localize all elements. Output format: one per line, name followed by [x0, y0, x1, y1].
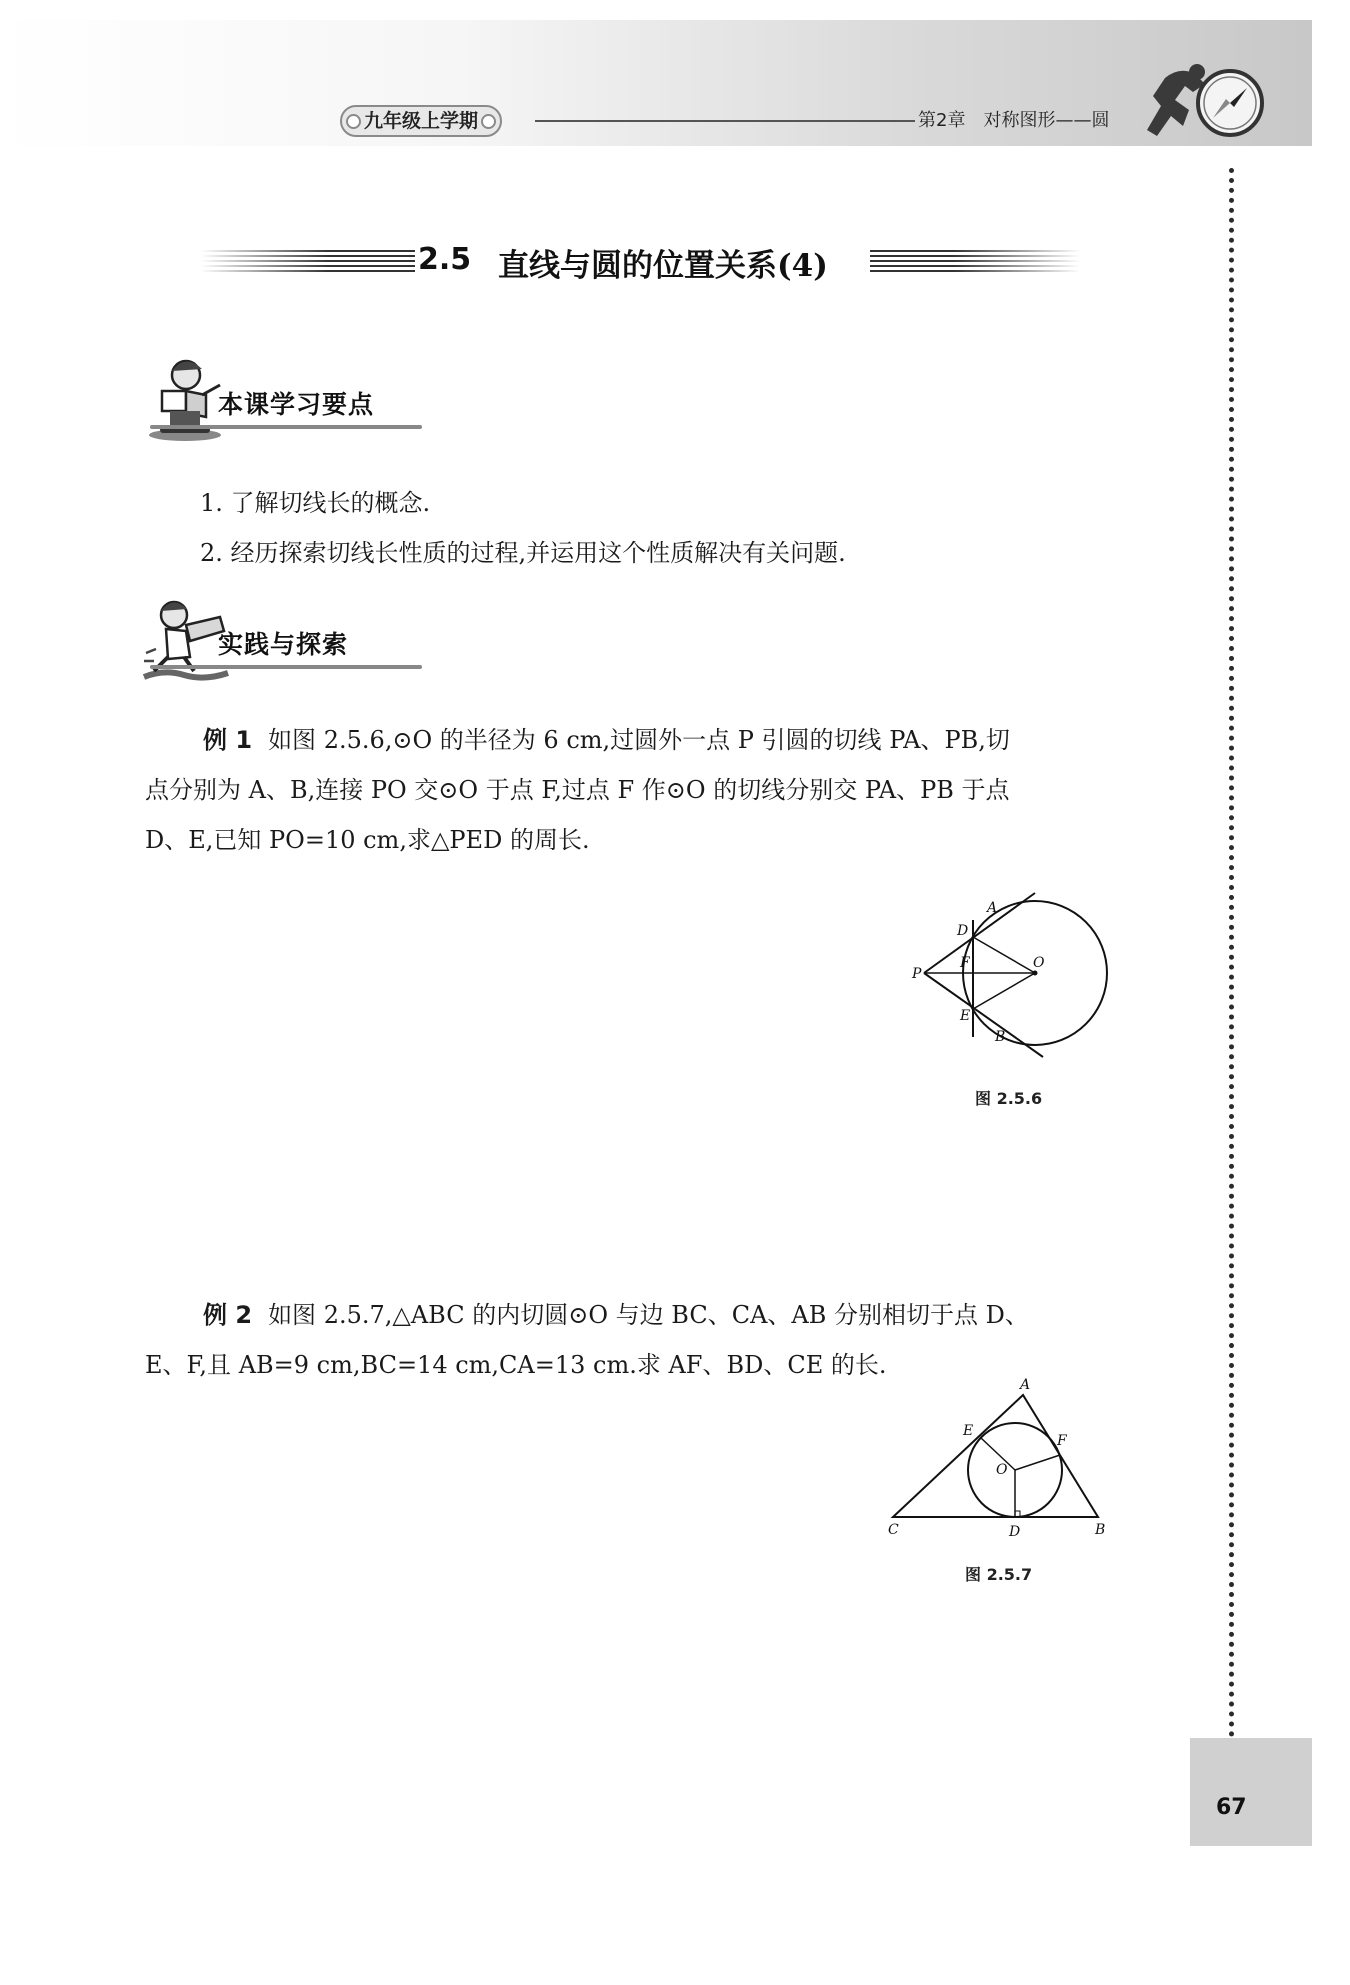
runner-head: [1189, 64, 1205, 80]
label-d: D: [957, 923, 969, 939]
page-number: 67: [1216, 1795, 1247, 1820]
example-1-text: [145, 715, 1135, 865]
margin-dotted-rule: [1229, 168, 1234, 1738]
label-b: B: [995, 1029, 1006, 1045]
practice-banner-rule: [150, 665, 422, 669]
figure-2-5-7: [880, 1375, 1120, 1550]
runner-compass-emblem: [1135, 58, 1270, 148]
label-p: P: [912, 966, 922, 982]
triangle-abc: [893, 1395, 1098, 1517]
grade-label: 九年级上学期: [340, 105, 502, 137]
section-heading: [200, 236, 1080, 286]
goals-heading: 本课学习要点: [218, 390, 375, 419]
header-rule: [535, 120, 915, 122]
label-f: F: [1057, 1433, 1067, 1449]
chapter-label: 第2章 对称图形——圆: [918, 110, 1110, 131]
tangent-pb: [924, 973, 1043, 1057]
tangent-pa: [924, 893, 1035, 973]
title-decoration-right: [870, 250, 1080, 272]
header-band: [0, 20, 1312, 146]
label-b: B: [1095, 1522, 1106, 1538]
goal-item-1: 1. 了解切线长的概念.: [200, 489, 431, 517]
section-number: 2.5: [418, 242, 472, 277]
title-decoration-left: [200, 250, 415, 272]
label-d: D: [1009, 1524, 1021, 1540]
practice-banner: [140, 595, 430, 685]
reading-boy-icon: [140, 355, 230, 445]
label-e: E: [960, 1008, 971, 1024]
example-2-line-2: E、F,且 AB=9 cm,BC=14 cm,CA=13 cm.求 AF、BD、CE 的长.: [145, 1351, 887, 1379]
example-2-line-1: 例 2 如图 2.5.7,△ABC 的内切圆⊙O 与边 BC、CA、AB 分别相切于点 D、: [203, 1301, 1029, 1329]
example-1-line-1: 例 1 如图 2.5.6,⊙O 的半径为 6 cm,过圆外一点 P 引圆的切线 PA、PB,切: [203, 726, 1010, 754]
label-c: C: [888, 1522, 899, 1538]
page-number-tab: [1190, 1738, 1312, 1846]
goals-banner-rule: [150, 425, 422, 429]
figure-2-5-7-caption: 图 2.5.7: [965, 1565, 1033, 1584]
label-a: A: [1020, 1377, 1031, 1393]
label-a: A: [987, 900, 998, 916]
practice-heading: 实践与探索: [218, 630, 349, 659]
goals-banner: [140, 355, 430, 445]
example-1-label: 例 1: [203, 726, 253, 754]
figure-2-5-6-caption: 图 2.5.6: [975, 1089, 1043, 1108]
label-o: O: [1033, 955, 1045, 971]
example-1-line-3: D、E,已知 PO=10 cm,求△PED 的周长.: [145, 826, 590, 854]
label-e: E: [963, 1423, 974, 1439]
explorer-boy-icon: [140, 595, 230, 685]
label-o: O: [996, 1462, 1008, 1478]
segment-do: [973, 937, 1035, 973]
radius-of: [1015, 1455, 1060, 1470]
example-1-line-2: 点分别为 A、B,连接 PO 交⊙O 于点 F,过点 F 作⊙O 的切线分别交 PA、PB 于点: [145, 776, 1010, 804]
section-title: 直线与圆的位置关系(4): [498, 248, 828, 284]
example-2-label: 例 2: [203, 1301, 253, 1329]
label-f: F: [960, 955, 970, 971]
figure-2-5-6: [905, 885, 1125, 1070]
segment-eo: [973, 973, 1035, 1009]
goal-item-2: 2. 经历探索切线长性质的过程,并运用这个性质解决有关问题.: [200, 539, 846, 567]
